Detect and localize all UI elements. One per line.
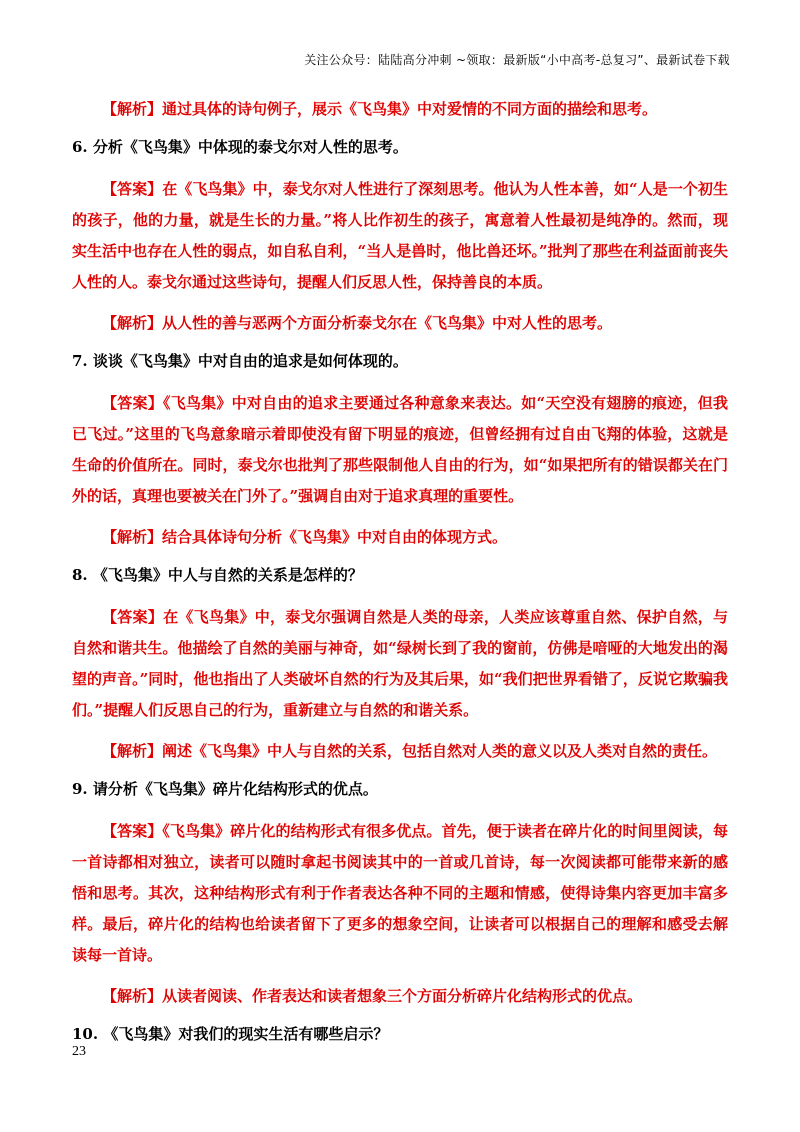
question-7: 7. 谈谈《飞鸟集》中对自由的追求是如何体现的。 (72, 352, 408, 370)
analysis-8: 【解析】阐述《飞鸟集》中人与自然的关系，包括自然对人类的意义以及人类对自然的责任。 (102, 742, 718, 760)
question-6: 6. 分析《飞鸟集》中体现的泰戈尔对人性的思考。 (72, 138, 408, 156)
analysis-7: 【解析】结合具体诗句分析《飞鸟集》中对自由的体现方式。 (102, 528, 508, 546)
answer-9: 【答案】《飞鸟集》碎片化的结构形式有很多优点。首先，便于读者在碎片化的时间里阅读，每一首诗都相对独立，读者可以随时拿起书阅读其中的一首或几首诗，每一次阅读都可能带来新的感悟和思考。其次，这种结构形式有利于作者表达各种不同的主题和情感，使得诗集内容更加丰富多样。最后，碎片化的结构也给读者留下了更多的想象空间，让读者可以根据自己的理解和感受去解读每一首诗。 (72, 822, 728, 964)
page-header: 关注公众号：陆陆高分冲刺 ~领取：最新版“小中高考-总复习”、最新试卷下载 (304, 53, 730, 67)
analysis-9: 【解析】从读者阅读、作者表达和读者想象三个方面分析碎片化结构形式的优点。 (102, 987, 643, 1005)
document-body (72, 94, 728, 1061)
analysis-6: 【解析】从人性的善与恶两个方面分析泰戈尔在《飞鸟集》中对人性的思考。 (102, 314, 613, 332)
analysis-paragraph: 【解析】通过具体的诗句例子，展示《飞鸟集》中对爱情的不同方面的描绘和思考。 (102, 100, 658, 118)
question-9: 9. 请分析《飞鸟集》碎片化结构形式的优点。 (72, 780, 378, 798)
answer-6: 【答案】在《飞鸟集》中，泰戈尔对人性进行了深刻思考。他认为人性本善，如“人是一个初生的孩子，他的力量，就是生长的力量。”将人比作初生的孩子，寓意着人性最初是纯净的。然而，现实生活中也存在人性的弱点，如自私自利，“当人是兽时，他比兽还坏。”批判了那些在利益面前丧失人性的人。泰戈尔通过这些诗句，提醒人们反思人性，保持善良的本质。 (72, 180, 728, 291)
page-number: 23 (72, 1044, 86, 1059)
answer-7: 【答案】《飞鸟集》中对自由的追求主要通过各种意象来表达。如“天空没有翅膀的痕迹，但我已飞过。”这里的飞鸟意象暗示着即使没有留下明显的痕迹，但曾经拥有过自由飞翔的体验，这就是生命的价值所在。同时，泰戈尔也批判了那些限制他人自由的行为，如“如果把所有的错误都关在门外的话，真理也要被关在门外了。”强调自由对于追求真理的重要性。 (72, 394, 728, 505)
question-10: 10. 《飞鸟集》对我们的现实生活有哪些启示？ (72, 1025, 389, 1043)
answer-8: 【答案】在《飞鸟集》中，泰戈尔强调自然是人类的母亲，人类应该尊重自然、保护自然，与自然和谐共生。他描绘了自然的美丽与神奇，如“绿树长到了我的窗前，仿佛是喑哑的大地发出的渴望的声音。”同时，他也指出了人类破坏自然的行为及其后果，如“我们把世界看错了，反说它欺骗我们。”提醒人们反思自己的行为，重新建立与自然的和谐关系。 (72, 608, 728, 719)
question-8: 8. 《飞鸟集》中人与自然的关系是怎样的？ (72, 566, 363, 584)
